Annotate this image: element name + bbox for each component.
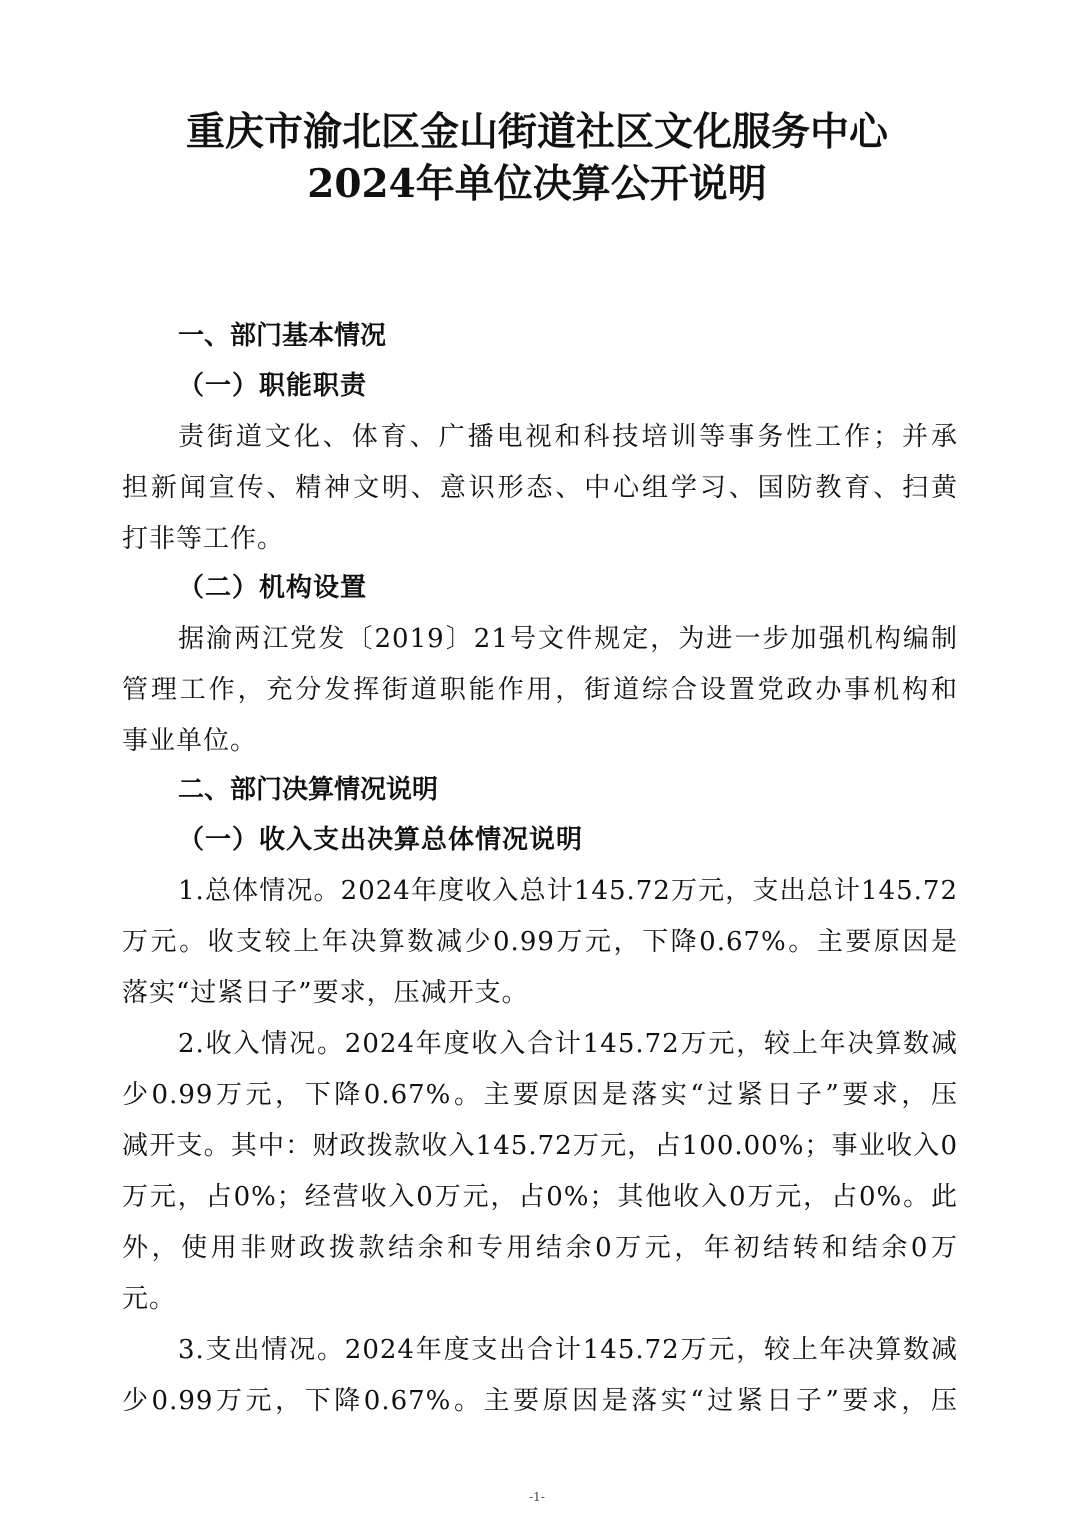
text-line: 2.收入情况。2024年度收入合计145.72万元，较上年决算数减 xyxy=(178,1029,958,1059)
document-title-line1: 重庆市渝北区金山街道社区文化服务中心 xyxy=(185,109,888,155)
text-line: 1.总体情况。2024年度收入总计145.72万元，支出总计145.72 xyxy=(178,876,958,906)
page-number: -1- xyxy=(529,1490,545,1504)
document-title-line2: 2024年单位决算公开说明 xyxy=(307,161,767,207)
text-line: 万元。收支较上年决算数减少0.99万元，下降0.67%。主要原因是 xyxy=(122,927,958,957)
subheading-income-expense-overview: （一）收入支出决算总体情况说明 xyxy=(178,825,584,855)
text-line: 少0.99万元，下降0.67%。主要原因是落实“过紧日子”要求，压 xyxy=(122,1386,958,1416)
text-line: 事业单位。 xyxy=(122,726,258,756)
section-heading-final-accounts: 二、部门决算情况说明 xyxy=(178,775,439,805)
text-line: 据渝两江党发〔2019〕21号文件规定，为进一步加强机构编制 xyxy=(178,624,958,654)
paragraph-expense xyxy=(122,1325,958,1427)
text-line: 管理工作，充分发挥街道职能作用，街道综合设置党政办事机构和 xyxy=(122,675,958,705)
subheading-duties: （一）职能职责 xyxy=(178,371,368,401)
text-line: 责街道文化、体育、广播电视和科技培训等事务性工作；并承 xyxy=(178,422,958,452)
text-line: 减开支。其中：财政拨款收入145.72万元，占100.00%；事业收入0 xyxy=(122,1131,958,1161)
text-line: 少0.99万元，下降0.67%。主要原因是落实“过紧日子”要求，压 xyxy=(122,1080,958,1110)
paragraph-overall xyxy=(122,866,958,1019)
subheading-organization: （二）机构设置 xyxy=(178,573,368,603)
text-line: 打非等工作。 xyxy=(122,524,285,554)
paragraph-income xyxy=(122,1019,958,1325)
text-line: 万元，占0%；经营收入0万元，占0%；其他收入0万元，占0%。此 xyxy=(122,1182,958,1212)
text-line: 3.支出情况。2024年度支出合计145.72万元，较上年决算数减 xyxy=(178,1335,958,1365)
section-heading-basic-info: 一、部门基本情况 xyxy=(178,321,387,351)
text-line: 担新闻宣传、精神文明、意识形态、中心组学习、国防教育、扫黄 xyxy=(122,473,958,503)
paragraph-duties xyxy=(122,412,958,565)
text-line: 落实“过紧日子”要求，压减开支。 xyxy=(122,978,529,1008)
text-line: 元。 xyxy=(122,1284,177,1314)
paragraph-organization xyxy=(122,614,958,767)
text-line: 外，使用非财政拨款结余和专用结余0万元，年初结转和结余0万 xyxy=(122,1233,958,1263)
